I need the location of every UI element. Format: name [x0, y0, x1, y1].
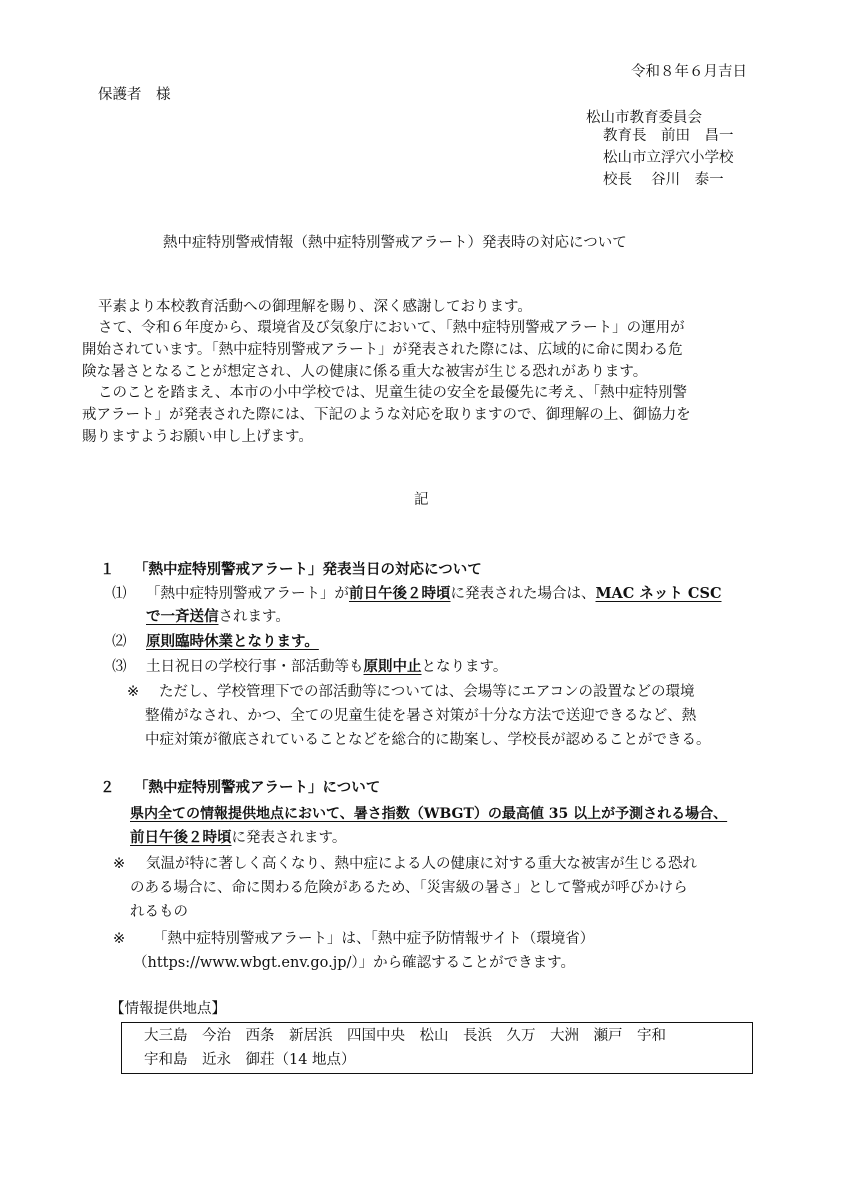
section2-heading: 「熱中症特別警戒アラート」について	[134, 779, 381, 796]
item1-text-f: されます。	[218, 609, 290, 625]
section2-number: ２	[100, 779, 115, 796]
intro-line: 険な暑さとなることが想定され、人の健康に係る重大な被害が生じる恐れがあります。	[82, 364, 648, 380]
note-line: 整備がなされ、かつ、全ての児童生徒を暑さ対策が十分な方法で送迎できるなど、熱	[145, 708, 697, 724]
item1-text-a: 「熱中症特別警戒アラート」が	[146, 586, 349, 602]
section1-number: １	[100, 561, 115, 578]
note-line: れるもの	[130, 904, 188, 920]
section2-text-2a: 前日午後２時頃	[130, 829, 232, 846]
note-mark: ※	[113, 856, 126, 872]
note-line: 中症対策が徹底されていることなどを総合的に勘案し、学校長が認めることができる。	[145, 732, 711, 748]
intro-line: 賜りますようお願い申し上げます。	[82, 429, 313, 445]
stations-row: 宇和島 近永 御荘（14 地点）	[144, 1052, 356, 1068]
item1-text-d: MAC ネット CSC	[595, 585, 722, 602]
intro-line: このことを踏まえ、本市の小中学校では、児童生徒の安全を最優先に考え、「熱中症特別警	[98, 385, 687, 401]
intro-line: 平素より本校教育活動への御理解を賜り、深く感謝しております。	[98, 299, 532, 315]
ki-marker: 記	[414, 492, 429, 508]
note-line: ただし、学校管理下での部活動等については、会場等にエアコンの設置などの環境	[159, 684, 695, 700]
section1-heading: 「熱中症特別警戒アラート」発表当日の対応について	[134, 561, 482, 578]
item3-number: ⑶	[112, 659, 127, 675]
item2-number: ⑵	[112, 634, 127, 650]
note-line: 気温が特に著しく高くなり、熱中症による人の健康に対する重大な被害が生じる恐れ	[146, 856, 697, 872]
item3-text-a: 土日祝日の学校行事・部活動等も	[146, 659, 364, 675]
section2-line2	[130, 828, 346, 848]
note-line: 「熱中症特別警戒アラート」は、「熱中症予防情報サイト（環境省）	[153, 931, 595, 947]
item1-line2	[146, 607, 290, 627]
item1-text-c: に発表された場合は、	[450, 586, 596, 602]
addressee: 保護者 様	[98, 87, 171, 103]
section2-line1: 県内全ての情報提供地点において、暑さ指数（WBGT）の最高値 35 以上が予測される場合、	[130, 806, 728, 822]
item1-line1	[146, 584, 722, 604]
item3-text-c: となります。	[421, 659, 508, 675]
sender-org: 松山市教育委員会	[586, 110, 702, 126]
intro-line: さて、令和６年度から、環境省及び気象庁において、「熱中症特別警戒アラート」の運用が	[98, 320, 685, 336]
stations-box	[121, 1022, 753, 1074]
sender-superintendent: 教育長 前田 昌一	[603, 128, 734, 144]
item3-line	[146, 657, 507, 677]
note-line: のある場合に、命に関わる危険があるため、「災害級の暑さ」として警戒が呼びかけら	[130, 880, 688, 896]
note-line: （https://www.wbgt.env.go.jp/）」から確認することができます。	[133, 955, 576, 971]
page-title: 熱中症特別警戒情報（熱中症特別警戒アラート）発表時の対応について	[163, 235, 627, 251]
item1-text-e: で一斉送信	[146, 608, 219, 625]
sender-principal: 校長 谷川 泰一	[603, 172, 724, 188]
stations-label: 【情報提供地点】	[110, 1001, 226, 1017]
date: 令和８年６月吉日	[631, 64, 747, 80]
note-mark: ※	[127, 684, 140, 700]
item1-number: ⑴	[112, 586, 127, 602]
intro-line: 開始されています。「熱中症特別警戒アラート」が発表された際には、広域的に命に関わる危	[82, 342, 683, 358]
stations-row: 大三島 今治 西条 新居浜 四国中央 松山 長浜 久万 大洲 瀬戸 宇和	[144, 1028, 666, 1044]
item3-text-b: 原則中止	[363, 658, 422, 675]
section2-text-2b: に発表されます。	[231, 830, 347, 846]
intro-line: 戒アラート」が発表された際には、下記のような対応を取りますので、御理解の上、御協力を	[82, 407, 691, 423]
note-mark: ※	[113, 931, 126, 947]
item1-text-b: 前日午後２時頃	[349, 585, 451, 602]
sender-school: 松山市立浮穴小学校	[603, 150, 734, 166]
item2-text: 原則臨時休業となります。	[146, 633, 319, 650]
